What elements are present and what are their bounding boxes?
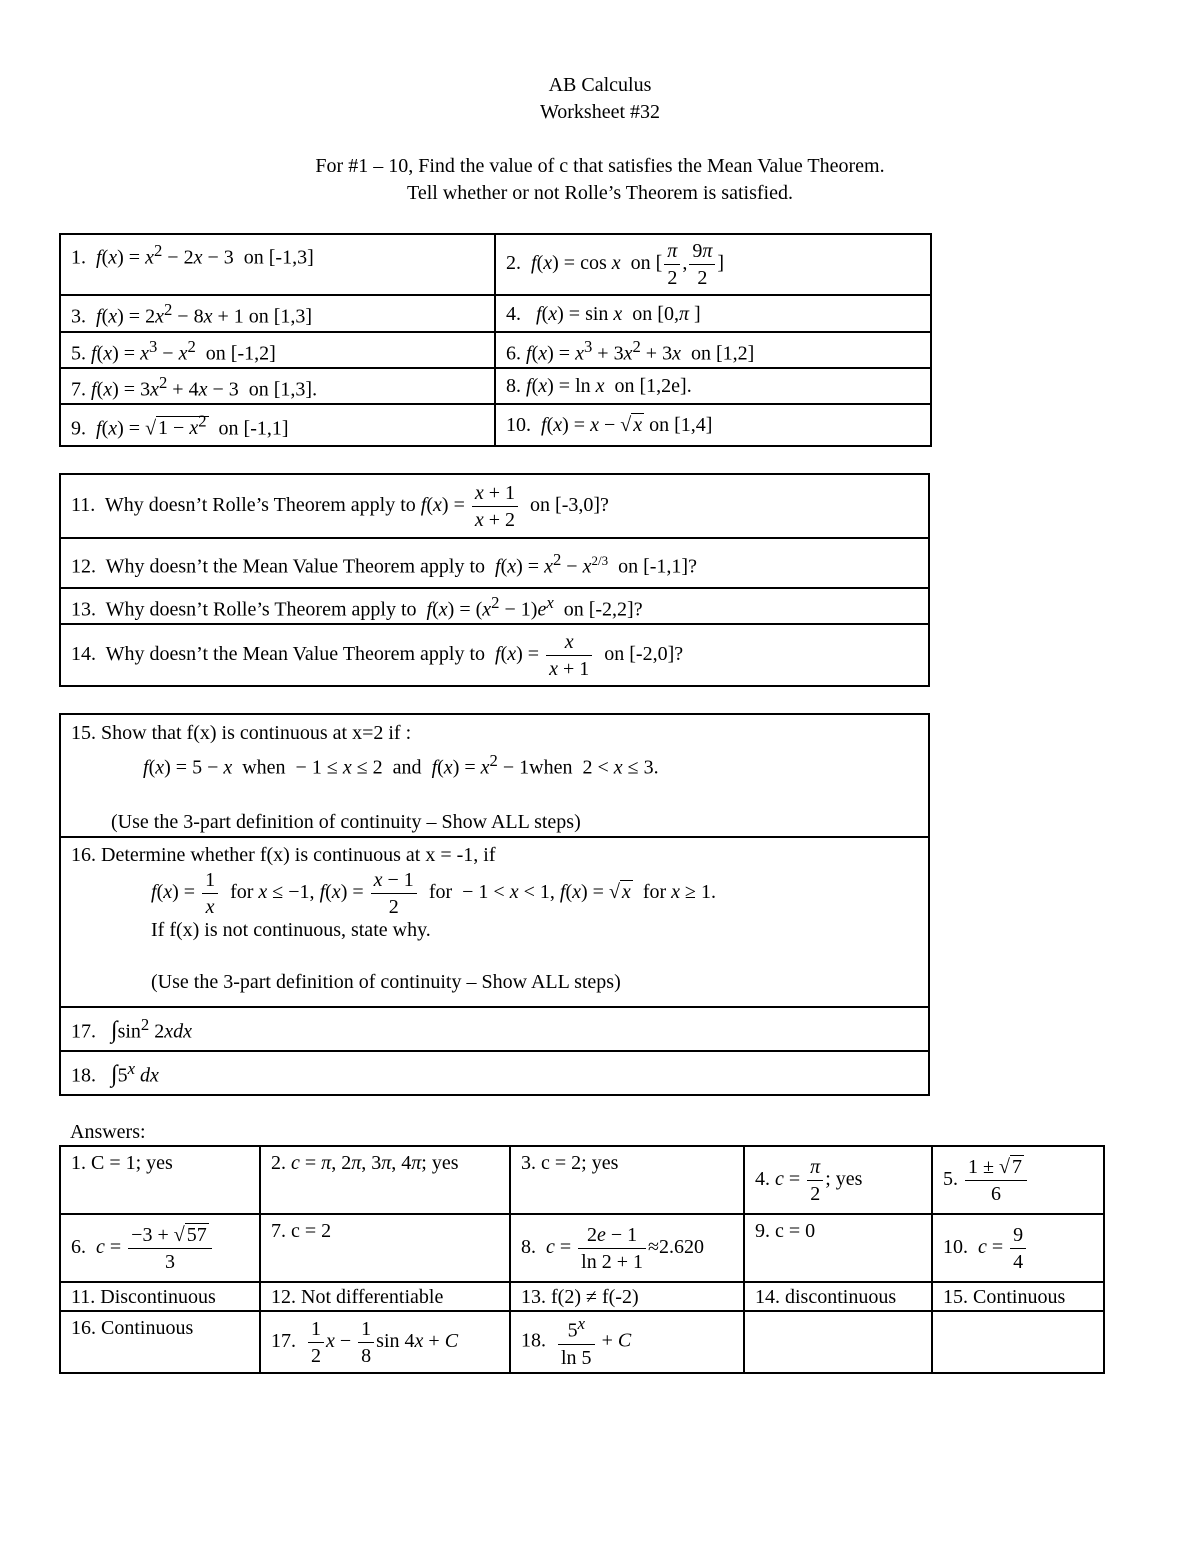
theorem-questions-table <box>59 473 930 687</box>
mvt-problems-table <box>59 233 932 447</box>
problem-number: 1. <box>71 246 86 269</box>
answer-number: 10. <box>943 1235 968 1258</box>
problem-16-title: 16. Determine whether f(x) is continuous at x = -1, if <box>71 843 496 866</box>
instructions-line-2: Tell whether or not Rolle’s Theorem is satisfied. <box>407 182 793 204</box>
problem-number: 17. <box>71 1020 96 1043</box>
answer-4: 4. c = $\frac{\pi}{2}$ ; yes <box>744 1146 932 1214</box>
continuity-integrals-table <box>59 713 930 1096</box>
answer-8: 8. c = $\frac{2e - 1}{\ln 2 + 1}$ ≈2.620 <box>510 1214 744 1282</box>
problem-number: 18. <box>71 1064 96 1087</box>
problem-12: 12. Why doesn’t the Mean Value Theorem apply to $f(x) = x^2 - x^{2/3}$ on [-1,1]? <box>60 538 929 588</box>
problem-13: 13. Why doesn’t Rolle’s Theorem apply to $f(x) = (x^2 - 1)e^x$ on [-2,2]? <box>60 588 929 624</box>
problem-number: 3. <box>71 305 86 328</box>
worksheet-title: Worksheet #32 <box>539 101 661 123</box>
problem-16-instruction: If f(x) is not continuous, state why. <box>151 918 431 941</box>
course-title: AB Calculus <box>548 74 652 96</box>
problem-9: 9. f(x) = √ $1 - x^2$ on [-1,1] <box>60 404 495 446</box>
problem-10: 10. f(x) = x − √ x on [1,4] <box>495 404 931 446</box>
problem-11: 11. Why doesn’t Rolle’s Theorem apply to f(x) = $\frac{x + 1}{x + 2}$ on [-3,0]? <box>60 474 929 538</box>
answer-2: 2. c = π, 2π, 3π, 4π; yes <box>260 1146 510 1214</box>
problem-5: 5. $f(x) = x^3 - x^2$ on [-1,2] <box>60 332 495 368</box>
answer-tail: ; yes <box>421 1152 459 1174</box>
answer-3: 3. c = 2; yes <box>510 1146 744 1214</box>
answer-number: 18. <box>521 1329 546 1352</box>
answer-number: 17. <box>271 1329 296 1352</box>
problem-16-note: (Use the 3-part definition of continuity – Show ALL steps) <box>151 970 621 993</box>
problem-number: 6. <box>506 342 521 365</box>
problem-8: 8. f(x) = ln x on [1,2e]. <box>495 368 931 404</box>
answer-16: 16. Continuous <box>60 1311 260 1373</box>
problem-number: 13. <box>71 598 96 621</box>
problem-6: 6. $f(x) = x^3 + 3x^2 + 3x$ on [1,2] <box>495 332 931 368</box>
answer-6: 6. c = $\frac{-3 + √ 57}{3}$ <box>60 1214 260 1282</box>
problem-3: 3. $f(x) = 2x^2 - 8x + 1$ on [1,3] <box>60 295 495 332</box>
question-text: Why doesn’t Rolle’s Theorem apply to <box>105 598 417 621</box>
interval: on [-3,0]? <box>530 493 609 516</box>
problem-15-note: (Use the 3-part definition of continuity – Show ALL steps) <box>111 810 581 833</box>
answer-tail: ≈2.620 <box>648 1235 704 1258</box>
answer-10: 10. c = $\frac{9}{4}$ <box>932 1214 1104 1282</box>
problem-number: 12. <box>71 555 96 578</box>
answer-17: 17. $\frac{1}{2}$ x − $\frac{1}{8}$ sin 4x + C <box>260 1311 510 1373</box>
question-text: Why doesn’t Rolle’s Theorem apply to <box>104 493 416 516</box>
problem-1: 1. $f(x) = x^2 - 2x - 3$ on [-1,3] <box>60 234 495 295</box>
interval: on [-2,0]? <box>604 642 684 665</box>
problem-2: 2. f(x) = cos x on [ $\frac{\pi}{2}$ , $\frac{9\pi}{2}$ ] <box>495 234 931 295</box>
answer-number: 5. <box>943 1167 958 1190</box>
answer-9: 9. c = 0 <box>744 1214 932 1282</box>
interval: on [-2,2]? <box>563 598 643 621</box>
problem-number: 7. <box>71 378 86 401</box>
instructions-line-1: For #1 – 10, Find the value of c that satisfies the Mean Value Theorem. <box>315 155 885 177</box>
answer-number: 6. <box>71 1235 86 1258</box>
problem-7: 7. $f(x) = 3x^2 + 4x - 3$ on [1,3]. <box>60 368 495 404</box>
answer-7: 7. c = 2 <box>260 1214 510 1282</box>
answers-label: Answers: <box>70 1121 146 1143</box>
answer-empty-1 <box>744 1311 932 1373</box>
answer-18: 18. $\frac{5^x}{\ln 5}$ + C <box>510 1311 744 1373</box>
problem-number: 11. <box>71 493 96 516</box>
problem-14: 14. Why doesn’t the Mean Value Theorem apply to f(x) = $\frac{x}{x + 1}$ on [-2,0]? <box>60 624 929 686</box>
problem-number: 10. <box>506 414 531 436</box>
problem-16 <box>60 837 929 1007</box>
answer-12: 12. Not differentiable <box>260 1282 510 1311</box>
answer-14: 14. discontinuous <box>744 1282 932 1311</box>
answer-13: 13. f(2) ≠ f(-2) <box>510 1282 744 1311</box>
answers-table <box>59 1145 1105 1374</box>
problem-17: 17. $\int\sin^2$ 2xdx <box>60 1007 929 1051</box>
question-text: Why doesn’t the Mean Value Theorem apply to <box>105 555 485 578</box>
answer-number: 4. <box>755 1167 770 1190</box>
problem-number: 14. <box>71 642 96 665</box>
answer-1: 1. C = 1; yes <box>60 1146 260 1214</box>
problem-15-title: 15. Show that f(x) is continuous at x=2 if : <box>71 722 412 744</box>
question-text: Why doesn’t the Mean Value Theorem apply to <box>105 642 485 665</box>
problem-number: 4. <box>506 302 521 325</box>
problem-number: 5. <box>71 342 86 365</box>
problem-18: 18. ∫5$^x$ dx <box>60 1051 929 1095</box>
interval: on [-1,1]? <box>618 555 697 578</box>
problem-15-definition: f(x) = 5 − x when − 1 ≤ x ≤ 2 and $f(x) = x^2$ − 1when 2 < x ≤ 3. <box>143 751 659 779</box>
problem-15 <box>60 714 929 837</box>
answer-number: 8. <box>521 1235 536 1258</box>
problem-16-definition: f(x) = $\frac{1}{x}$ for x ≤ −1, f(x) = $\frac{x - 1}{2}$ for − 1 < x < 1, f(x) = √ x for x ≥ 1. <box>151 868 717 918</box>
problem-4: 4. f(x) = sin x on [0,π ] <box>495 295 931 332</box>
answer-5: 5. $\frac{1 \pm √ 7}{6}$ <box>932 1146 1104 1214</box>
answer-tail: ; yes <box>825 1167 863 1190</box>
problem-number: 9. <box>71 417 86 440</box>
problem-number: 2. <box>506 252 521 275</box>
problem-number: 8. <box>506 375 521 397</box>
answer-15: 15. Continuous <box>932 1282 1104 1311</box>
answer-number: 2. <box>271 1152 286 1174</box>
answer-11: 11. Discontinuous <box>60 1282 260 1311</box>
answer-empty-2 <box>932 1311 1104 1373</box>
